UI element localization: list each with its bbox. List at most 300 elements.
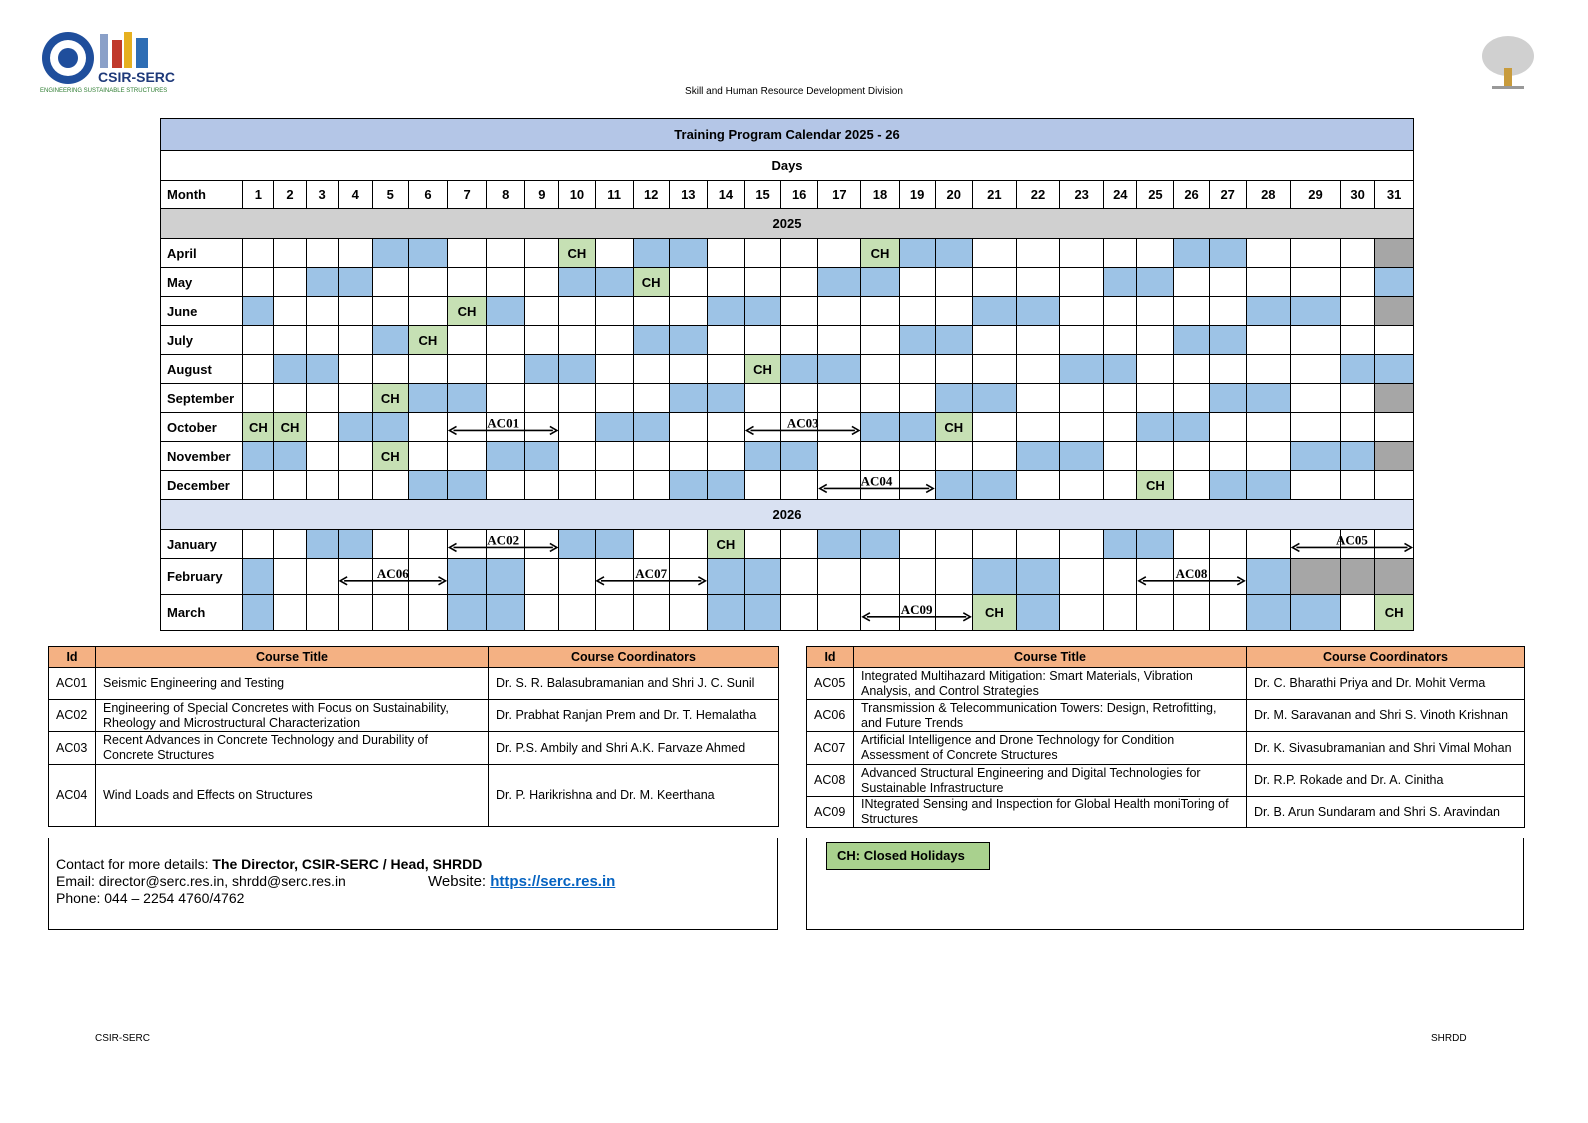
weekend-cell — [243, 559, 274, 595]
course-title-header: Course Title — [96, 647, 489, 668]
day-cell — [781, 326, 818, 355]
day-cell — [448, 268, 487, 297]
weekend-cell — [372, 413, 408, 442]
day-cell — [707, 355, 744, 384]
day-cell — [1016, 268, 1059, 297]
contact-details — [56, 856, 615, 907]
day-cell — [1246, 530, 1290, 559]
closed-holiday-cell: CH — [1137, 471, 1174, 500]
day-cell — [781, 530, 818, 559]
day-number: 24 — [1104, 181, 1137, 209]
weekend-cell — [448, 595, 487, 631]
day-cell — [935, 530, 972, 559]
days-label: Days — [161, 151, 1414, 181]
month-row — [161, 559, 1414, 595]
weekend-cell — [707, 297, 744, 326]
day-cell — [1209, 442, 1246, 471]
weekend-cell — [899, 239, 935, 268]
calendar-title: Training Program Calendar 2025 - 26 — [161, 119, 1414, 151]
day-cell — [595, 595, 633, 631]
course-title: Engineering of Special Concretes with Focus on Sustainability, Rheology and Microstructural Characterization — [96, 700, 489, 732]
day-cell — [935, 595, 972, 631]
course-coordinators: Dr. P.S. Ambily and Shri A.K. Farvaze Ahmed — [489, 732, 779, 765]
day-cell — [559, 326, 595, 355]
day-cell — [559, 471, 595, 500]
day-cell — [525, 559, 559, 595]
closed-holiday-cell: CH — [633, 268, 669, 297]
day-cell — [861, 355, 899, 384]
course-arrow-label: AC08 — [1175, 565, 1208, 581]
weekend-cell — [1016, 297, 1059, 326]
year-row — [161, 500, 1414, 530]
footer-left: CSIR-SERC — [95, 1033, 151, 1044]
day-cell — [487, 471, 525, 500]
day-cell — [745, 530, 781, 559]
day-cell — [1375, 326, 1414, 355]
course-title: Integrated Multihazard Mitigation: Smart Materials, Vibration Analysis, and Control Strategies — [854, 668, 1247, 700]
day-cell — [1174, 595, 1209, 631]
day-cell — [861, 442, 899, 471]
contact-org: The Director, CSIR-SERC / Head, SHRDD — [212, 856, 483, 872]
day-number: 6 — [408, 181, 447, 209]
day-cell — [972, 355, 1016, 384]
weekend-cell — [633, 326, 669, 355]
contact-prefix: Contact for more details: — [56, 856, 213, 872]
day-cell — [243, 355, 274, 384]
day-cell — [372, 530, 408, 559]
weekend-cell — [408, 384, 447, 413]
weekend-cell — [487, 559, 525, 595]
day-cell — [487, 413, 525, 442]
weekend-cell — [861, 268, 899, 297]
day-cell — [306, 471, 338, 500]
day-cell — [781, 559, 818, 595]
day-number: 22 — [1016, 181, 1059, 209]
course-row — [49, 668, 779, 700]
weekend-cell — [1375, 268, 1414, 297]
course-id: AC08 — [807, 765, 854, 797]
weekend-cell — [669, 471, 707, 500]
course-id: AC02 — [49, 700, 96, 732]
day-cell — [861, 297, 899, 326]
day-cell — [1174, 442, 1209, 471]
course-id: AC04 — [49, 765, 96, 827]
course-arrow-label: AC09 — [900, 601, 933, 617]
day-number: 28 — [1246, 181, 1290, 209]
course-title: Artificial Intelligence and Drone Technology for Condition Assessment of Concrete Structures — [854, 732, 1247, 765]
day-cell — [595, 326, 633, 355]
weekend-cell — [306, 268, 338, 297]
website-label: Website: — [428, 873, 491, 890]
day-cell — [1174, 297, 1209, 326]
day-cell — [935, 559, 972, 595]
day-cell — [243, 471, 274, 500]
weekend-cell — [899, 326, 935, 355]
day-cell — [669, 530, 707, 559]
weekend-cell — [372, 326, 408, 355]
day-cell — [1060, 595, 1104, 631]
svg-text:ENGINEERING SUSTAINABLE STRUCT: ENGINEERING SUSTAINABLE STRUCTURES — [40, 88, 168, 94]
closed-holiday-cell: CH — [243, 413, 274, 442]
weekend-cell — [972, 559, 1016, 595]
day-cell — [1137, 239, 1174, 268]
weekend-cell — [669, 326, 707, 355]
day-cell — [525, 239, 559, 268]
day-cell — [338, 384, 372, 413]
weekend-cell — [1016, 442, 1059, 471]
day-cell — [408, 297, 447, 326]
day-cell — [306, 442, 338, 471]
weekend-cell — [1290, 297, 1340, 326]
day-cell — [1060, 384, 1104, 413]
day-cell — [1209, 559, 1246, 595]
day-cell — [408, 595, 447, 631]
course-title: INtegrated Sensing and Inspection for Global Health moniToring of Structures — [854, 797, 1247, 828]
course-row — [807, 797, 1525, 828]
weekend-cell — [935, 239, 972, 268]
weekend-cell — [669, 239, 707, 268]
csir-serc-logo — [38, 28, 176, 94]
course-coordinators: Dr. Prabhat Ranjan Prem and Dr. T. Hemalatha — [489, 700, 779, 732]
weekend-cell — [1060, 355, 1104, 384]
weekend-cell — [707, 559, 744, 595]
coordinators-header: Course Coordinators — [489, 647, 779, 668]
day-cell — [669, 355, 707, 384]
invalid-day-cell — [1290, 559, 1340, 595]
weekend-cell — [525, 355, 559, 384]
day-cell — [669, 442, 707, 471]
day-cell — [1341, 530, 1375, 559]
day-cell — [1016, 384, 1059, 413]
day-cell — [1137, 384, 1174, 413]
day-cell — [1290, 413, 1340, 442]
course-id: AC01 — [49, 668, 96, 700]
day-cell — [595, 384, 633, 413]
day-cell — [1137, 355, 1174, 384]
day-number: 11 — [595, 181, 633, 209]
day-cell — [448, 239, 487, 268]
weekend-cell — [525, 442, 559, 471]
day-cell — [781, 268, 818, 297]
day-cell — [559, 297, 595, 326]
course-coordinators: Dr. B. Arun Sundaram and Shri S. Aravindan — [1247, 797, 1525, 828]
day-cell — [1341, 595, 1375, 631]
day-cell — [633, 297, 669, 326]
day-cell — [487, 355, 525, 384]
day-cell — [669, 297, 707, 326]
day-cell — [633, 471, 669, 500]
course-title-header: Course Title — [854, 647, 1247, 668]
day-cell — [1104, 297, 1137, 326]
weekend-cell — [559, 268, 595, 297]
day-cell — [448, 442, 487, 471]
day-cell — [525, 413, 559, 442]
day-cell — [745, 268, 781, 297]
day-cell — [818, 595, 861, 631]
day-number: 14 — [707, 181, 744, 209]
month-name: October — [161, 413, 243, 442]
day-cell — [1104, 413, 1137, 442]
course-id: AC03 — [49, 732, 96, 765]
day-cell — [818, 471, 861, 500]
day-number: 21 — [972, 181, 1016, 209]
day-cell — [1209, 297, 1246, 326]
month-row — [161, 595, 1414, 631]
day-number: 25 — [1137, 181, 1174, 209]
day-cell — [935, 442, 972, 471]
day-cell — [972, 530, 1016, 559]
day-number: 13 — [669, 181, 707, 209]
invalid-day-cell — [1375, 559, 1414, 595]
day-cell — [306, 384, 338, 413]
weekend-cell — [1174, 413, 1209, 442]
division-title: Skill and Human Resource Development Division — [685, 86, 903, 97]
weekend-cell — [935, 471, 972, 500]
course-title: Wind Loads and Effects on Structures — [96, 765, 489, 827]
course-coordinators: Dr. S. R. Balasubramanian and Shri J. C. Sunil — [489, 668, 779, 700]
contact-phone: Phone: 044 – 2254 4760/4762 — [56, 890, 245, 906]
day-cell — [1104, 239, 1137, 268]
day-cell — [338, 442, 372, 471]
day-cell — [372, 471, 408, 500]
day-cell — [899, 559, 935, 595]
day-cell — [1104, 595, 1137, 631]
weekend-cell — [1290, 595, 1340, 631]
course-arrow-label: AC01 — [487, 415, 520, 431]
day-cell — [1341, 297, 1375, 326]
day-cell — [1016, 355, 1059, 384]
day-number: 1 — [243, 181, 274, 209]
course-row — [49, 765, 779, 827]
day-cell — [1060, 297, 1104, 326]
weekend-cell — [1104, 530, 1137, 559]
day-cell — [487, 326, 525, 355]
day-cell — [707, 442, 744, 471]
day-cell — [525, 326, 559, 355]
month-name: November — [161, 442, 243, 471]
course-header-row — [49, 647, 779, 668]
training-calendar — [160, 118, 1414, 631]
course-table-right — [806, 646, 1525, 828]
day-cell — [525, 384, 559, 413]
day-cell — [669, 268, 707, 297]
day-cell — [745, 413, 781, 442]
course-row — [807, 668, 1525, 700]
month-row — [161, 442, 1414, 471]
weekend-cell — [1209, 384, 1246, 413]
course-coordinators: Dr. M. Saravanan and Shri S. Vinoth Krishnan — [1247, 700, 1525, 732]
day-cell — [1341, 471, 1375, 500]
day-cell — [707, 268, 744, 297]
weekend-cell — [243, 595, 274, 631]
day-cell — [1174, 384, 1209, 413]
day-cell — [243, 384, 274, 413]
day-cell — [274, 297, 306, 326]
day-cell — [1060, 413, 1104, 442]
day-cell — [1209, 413, 1246, 442]
day-cell — [595, 297, 633, 326]
closed-holiday-cell: CH — [861, 239, 899, 268]
day-cell — [525, 530, 559, 559]
day-cell — [338, 355, 372, 384]
day-cell — [1060, 268, 1104, 297]
course-id: AC06 — [807, 700, 854, 732]
weekend-cell — [1209, 471, 1246, 500]
id-header: Id — [49, 647, 96, 668]
course-id: AC05 — [807, 668, 854, 700]
day-cell — [818, 559, 861, 595]
weekend-cell — [1246, 595, 1290, 631]
gear-icon — [42, 32, 94, 84]
day-cell — [448, 326, 487, 355]
weekend-cell — [1060, 442, 1104, 471]
month-row — [161, 384, 1414, 413]
month-row — [161, 326, 1414, 355]
day-number: 12 — [633, 181, 669, 209]
month-header: Month — [161, 181, 243, 209]
day-number: 9 — [525, 181, 559, 209]
month-row — [161, 268, 1414, 297]
day-cell — [338, 471, 372, 500]
day-cell — [745, 471, 781, 500]
day-cell — [899, 297, 935, 326]
day-cell — [972, 442, 1016, 471]
course-row — [807, 765, 1525, 797]
month-row — [161, 355, 1414, 384]
weekend-cell — [1104, 268, 1137, 297]
day-cell — [306, 559, 338, 595]
day-number: 16 — [781, 181, 818, 209]
day-cell — [745, 239, 781, 268]
weekend-cell — [1174, 239, 1209, 268]
closed-holidays-legend: CH: Closed Holidays — [826, 842, 990, 870]
day-cell — [861, 559, 899, 595]
day-number: 3 — [306, 181, 338, 209]
day-cell — [559, 559, 595, 595]
closed-holiday-cell: CH — [448, 297, 487, 326]
day-cell — [1290, 326, 1340, 355]
month-row — [161, 471, 1414, 500]
day-cell — [818, 297, 861, 326]
day-cell — [899, 268, 935, 297]
calendar-title-row — [161, 119, 1414, 151]
day-cell — [243, 268, 274, 297]
day-cell — [1246, 442, 1290, 471]
day-cell — [781, 471, 818, 500]
day-cell — [1016, 326, 1059, 355]
day-cell — [1209, 355, 1246, 384]
day-number: 17 — [818, 181, 861, 209]
day-cell — [595, 442, 633, 471]
day-number: 26 — [1174, 181, 1209, 209]
course-coordinators: Dr. K. Sivasubramanian and Shri Vimal Mohan — [1247, 732, 1525, 765]
day-cell — [633, 595, 669, 631]
day-cell — [408, 442, 447, 471]
day-cell — [1174, 559, 1209, 595]
website-link[interactable]: https://serc.res.in — [490, 873, 616, 890]
weekend-cell — [559, 355, 595, 384]
day-cell — [1375, 413, 1414, 442]
day-cell — [1016, 530, 1059, 559]
day-cell — [1246, 326, 1290, 355]
day-cell — [559, 595, 595, 631]
day-cell — [306, 595, 338, 631]
course-row — [807, 700, 1525, 732]
day-number: 20 — [935, 181, 972, 209]
day-cell — [1137, 442, 1174, 471]
day-cell — [1060, 530, 1104, 559]
weekend-cell — [633, 413, 669, 442]
weekend-cell — [935, 326, 972, 355]
day-cell — [372, 268, 408, 297]
invalid-day-cell — [1341, 559, 1375, 595]
day-cell — [669, 413, 707, 442]
weekend-cell — [1137, 530, 1174, 559]
day-cell — [1375, 530, 1414, 559]
weekend-cell — [243, 442, 274, 471]
day-cell — [745, 384, 781, 413]
weekend-cell — [781, 355, 818, 384]
weekend-cell — [1246, 384, 1290, 413]
weekend-cell — [448, 384, 487, 413]
closed-holiday-cell: CH — [372, 442, 408, 471]
day-cell — [818, 442, 861, 471]
month-name: December — [161, 471, 243, 500]
course-title: Recent Advances in Concrete Technology and Durability of Concrete Structures — [96, 732, 489, 765]
day-cell — [1016, 239, 1059, 268]
closed-holiday-cell: CH — [408, 326, 447, 355]
day-cell — [669, 559, 707, 595]
weekend-cell — [1016, 559, 1059, 595]
days-row — [161, 151, 1414, 181]
day-cell — [372, 297, 408, 326]
day-cell — [243, 239, 274, 268]
day-cell — [487, 268, 525, 297]
day-number: 30 — [1341, 181, 1375, 209]
day-cell — [1060, 326, 1104, 355]
day-cell — [559, 384, 595, 413]
day-cell — [408, 413, 447, 442]
weekend-cell — [448, 559, 487, 595]
year-label: 2026 — [161, 500, 1414, 530]
day-cell — [1209, 268, 1246, 297]
day-cell — [1104, 326, 1137, 355]
month-name: July — [161, 326, 243, 355]
day-cell — [338, 239, 372, 268]
course-title: Seismic Engineering and Testing — [96, 668, 489, 700]
day-cell — [595, 471, 633, 500]
day-cell — [487, 384, 525, 413]
id-header: Id — [807, 647, 854, 668]
day-cell — [487, 239, 525, 268]
day-cell — [861, 595, 899, 631]
weekend-cell — [745, 442, 781, 471]
day-cell — [899, 384, 935, 413]
weekend-cell — [408, 471, 447, 500]
invalid-day-cell — [1375, 239, 1414, 268]
day-cell — [408, 559, 447, 595]
closed-holiday-cell: CH — [935, 413, 972, 442]
month-name: March — [161, 595, 243, 631]
day-cell — [1104, 559, 1137, 595]
day-cell — [595, 239, 633, 268]
weekend-cell — [707, 595, 744, 631]
closed-holiday-cell: CH — [745, 355, 781, 384]
day-cell — [899, 442, 935, 471]
day-cell — [306, 326, 338, 355]
day-cell — [861, 326, 899, 355]
weekend-cell — [669, 384, 707, 413]
